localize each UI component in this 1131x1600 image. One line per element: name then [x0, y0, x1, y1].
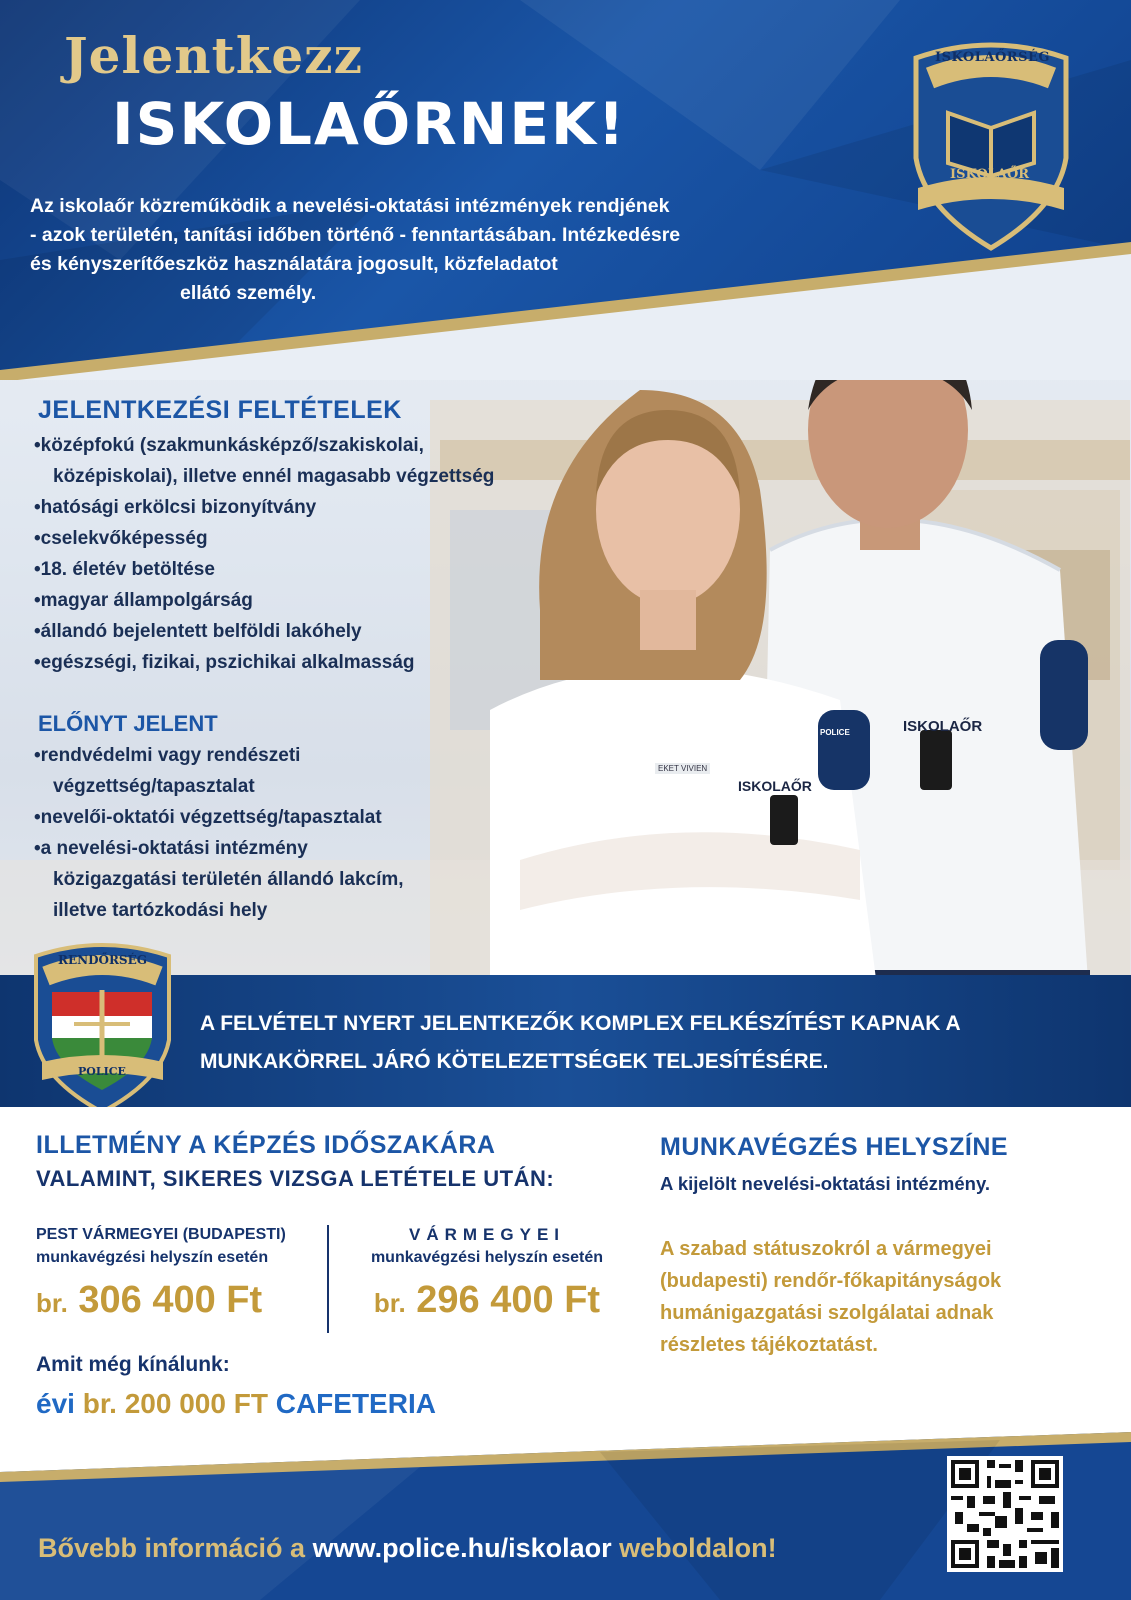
offer-value [36, 1388, 436, 1420]
shirt-label-man: ISKOLAŐR [903, 718, 983, 735]
salary-sub: munkavégzési helyszín esetén [36, 1249, 269, 1266]
contact-line: részletes tájékoztatást. [660, 1334, 878, 1356]
contact-line: (budapesti) rendőr-főkapitányságok [660, 1270, 1002, 1292]
list-item: •a nevelési-oktatási intézmény [34, 838, 308, 859]
training-banner-text [200, 1005, 1120, 1081]
offer-prefix: évi [36, 1388, 75, 1419]
salary-prefix: br. [373, 1288, 406, 1318]
list-item: •cselekvőképesség [34, 528, 208, 549]
list-item: •nevelői-oktatói végzettség/tapasztalat [34, 807, 382, 828]
offer-suffix: CAFETERIA [275, 1388, 436, 1419]
advantages-list [34, 740, 404, 926]
title-iskolaornek: ISKOLAŐRNEK! [112, 90, 627, 158]
salary-caption: VÁRMEGYEI [408, 1225, 566, 1244]
list-item: •hatósági erkölcsi bizonyítvány [34, 497, 317, 518]
contact-line: humánigazgatási szolgálatai adnak [660, 1302, 994, 1324]
list-item: középiskolai), illetve ennél magasabb végzettség [53, 466, 495, 487]
list-item: illetve tartózkodási hely [53, 900, 268, 921]
intro-line: - azok területén, tanítási időben történő - fenntartásában. Intézkedésre [30, 224, 681, 246]
footer-post: weboldalon! [619, 1533, 777, 1563]
banner-line: MUNKAKÖRREL JÁRÓ KÖTELEZETTSÉGEK TELJESÍTÉSÉRE. [200, 1050, 829, 1073]
list-item: közigazgatási területén állandó lakcím, [53, 869, 404, 890]
requirements-list [34, 430, 494, 678]
intro-line: Az iskolaőr közreműködik a nevelési-oktatási intézmények rendjének [30, 195, 670, 217]
rendorseg-badge-top-text: RENDŐRSÉG [58, 953, 147, 967]
list-item: •rendvédelmi vagy rendészeti [34, 745, 301, 766]
list-item: •18. életév betöltése [34, 559, 215, 580]
intro-line: ellátó személy. [180, 282, 317, 304]
website-link[interactable]: www.police.hu/iskolaor [312, 1533, 612, 1563]
iskolaorseg-badge-top-text: ISKOLAŐRSÉG [935, 50, 1050, 65]
salary-title-line: ILLETMÉNY A KÉPZÉS IDŐSZAKÁRA [36, 1131, 496, 1159]
salary-value: 306 400 Ft [78, 1279, 263, 1321]
offer-label: Amit még kínálunk: [36, 1353, 230, 1376]
iskolaorseg-badge-logo [908, 38, 1074, 252]
list-item: •magyar állampolgárság [34, 590, 253, 611]
location-title: MUNKAVÉGZÉS HELYSZÍNE [660, 1133, 1009, 1161]
salary-divider [327, 1225, 329, 1333]
shirt-label-woman: ISKOLAŐR [738, 778, 812, 794]
salary-prefix: br. [36, 1288, 68, 1318]
requirements-title: JELENTKEZÉSI FELTÉTELEK [38, 396, 402, 424]
salary-varmegyei [342, 1223, 632, 1322]
contact-line: A szabad státuszokról a vármegyei [660, 1238, 992, 1260]
banner-line: A FELVÉTELT NYERT JELENTKEZŐK KOMPLEX FELKÉSZÍTÉST KAPNAK A [200, 1012, 961, 1035]
salary-title-line: VALAMINT, SIKERES VIZSGA LETÉTELE UTÁN: [36, 1166, 555, 1191]
salary-amount [342, 1279, 632, 1322]
list-item: •egészségi, fizikai, pszichikai alkalmasság [34, 652, 415, 673]
salary-value: 296 400 Ft [416, 1279, 601, 1321]
intro-text [30, 192, 850, 308]
list-item: •állandó bejelentett belföldi lakóhely [34, 621, 362, 642]
title-jelentkezz: Jelentkezz [64, 26, 363, 85]
name-tag: EKET VIVIEN [655, 763, 710, 774]
list-item: végzettség/tapasztalat [53, 776, 255, 797]
salary-caption: PEST VÁRMEGYEI (BUDAPESTI) [36, 1226, 286, 1243]
rendorseg-badge-bottom-text: POLICE [78, 1065, 126, 1078]
salary-sub: munkavégzési helyszín esetén [370, 1249, 604, 1266]
footer-pre: Bővebb információ a [38, 1533, 306, 1563]
intro-line: és kényszerítőeszköz használatára jogosult, közfeladatot [30, 253, 558, 275]
salary-amount [36, 1279, 326, 1322]
contact-text [660, 1233, 1110, 1361]
advantages-title: ELŐNYT JELENT [38, 711, 218, 736]
location-text: A kijelölt nevelési-oktatási intézmény. [660, 1173, 991, 1194]
list-item: •középfokú (szakmunkásképző/szakiskolai, [34, 435, 424, 456]
police-patch: POLICE [820, 728, 850, 737]
qr-code-icon[interactable] [947, 1456, 1063, 1572]
offer-amount: br. 200 000 FT [82, 1388, 268, 1419]
salary-title [36, 1128, 554, 1196]
footer-text [38, 1533, 777, 1564]
salary-pest [36, 1223, 326, 1322]
iskolaorseg-badge-bottom-text: ISKOLAŐR [950, 167, 1030, 182]
